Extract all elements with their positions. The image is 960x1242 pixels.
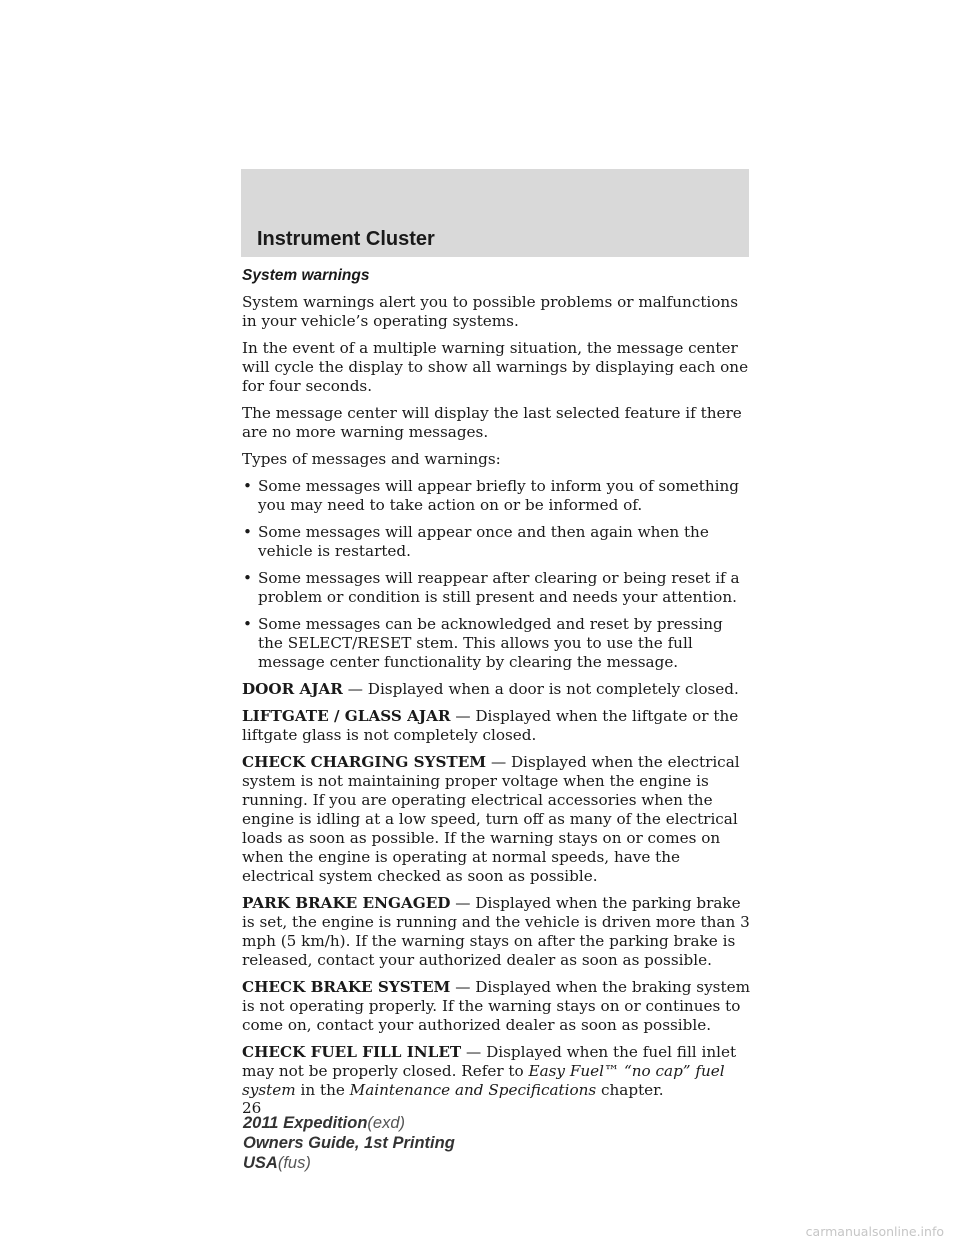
- section-title: System warnings: [242, 267, 370, 284]
- footer-model: 2011 Expedition: [243, 1114, 368, 1132]
- cross-reference: Easy Fuel™ “no cap” fuel system: [242, 1062, 725, 1099]
- warning-term: LIFTGATE / GLASS AJAR: [242, 707, 451, 725]
- warning-park-brake: [242, 894, 752, 970]
- list-item: • Some messages will appear briefly to inform you of something you may need to take action on or be informed of.: [242, 477, 752, 515]
- warning-description: — Displayed when the braking system is not operating properly. If the warning stays on or continues to come on, contact your authorized dealer as soon as possible.: [242, 978, 750, 1034]
- page-content: [242, 266, 752, 1118]
- warning-check-charging: [242, 753, 752, 886]
- footer-line: [243, 1153, 455, 1173]
- warning-check-brake: [242, 978, 752, 1035]
- list-item: • Some messages can be acknowledged and reset by pressing the SELECT/RESET stem. This allows you to use the full message center functionality by clearing the message.: [242, 615, 752, 672]
- intro-paragraph: System warnings alert you to possible problems or malfunctions in your vehicle’s operating systems.: [242, 293, 739, 330]
- warning-term: PARK BRAKE ENGAGED: [242, 894, 451, 912]
- cross-reference: Maintenance and Specifications: [349, 1081, 597, 1099]
- warning-term: CHECK FUEL FILL INLET: [242, 1043, 462, 1061]
- intro-paragraph: Types of messages and warnings:: [242, 450, 501, 468]
- warning-term: CHECK BRAKE SYSTEM: [242, 978, 451, 996]
- site-watermark: carmanualsonline.info: [805, 1224, 944, 1239]
- message-types-list: [242, 477, 752, 672]
- document-footer: [243, 1113, 455, 1173]
- chapter-header-band: [241, 169, 749, 257]
- intro-paragraph: In the event of a multiple warning situation, the message center will cycle the display to show all warnings by displaying each one for four seconds.: [242, 339, 749, 395]
- footer-printing: Owners Guide, 1st Printing: [243, 1134, 455, 1152]
- warning-liftgate-ajar: [242, 707, 752, 745]
- footer-code: (fus): [277, 1154, 311, 1172]
- warning-description: — Displayed when the parking brake is set, the engine is running and the vehicle is driven more than 3 mph (5 km/h). If the warning stays on after the parking brake is released, contact your authorized dealer as soon as possible.: [242, 894, 750, 969]
- warning-term: DOOR AJAR: [242, 680, 343, 698]
- warning-description: — Displayed when the electrical system is not maintaining proper voltage when the engine is running. If you are operating electrical accessories when the engine is idling at a low speed, turn off as many of the electrical loads as soon as possible. If the warning stays on or comes on when the engine is operating at normal speeds, have the electrical system checked as soon as possible.: [242, 753, 740, 885]
- warning-description: — Displayed when the liftgate or the liftgate glass is not completely closed.: [242, 707, 739, 744]
- warning-fuel-inlet: [242, 1043, 752, 1100]
- warning-description: — Displayed when the fuel fill inlet may not be properly closed. Refer to: [242, 1043, 737, 1080]
- list-item: • Some messages will reappear after clearing or being reset if a problem or condition is still present and needs your attention.: [242, 569, 752, 607]
- warning-description: in the: [295, 1081, 350, 1099]
- warning-door-ajar: [242, 680, 752, 699]
- footer-line: [243, 1113, 455, 1133]
- warning-description: — Displayed when a door is not completely closed.: [342, 680, 739, 698]
- list-item: • Some messages will appear once and then again when the vehicle is restarted.: [242, 523, 752, 561]
- chapter-title: Instrument Cluster: [257, 228, 435, 250]
- warning-term: CHECK CHARGING SYSTEM: [242, 753, 487, 771]
- intro-paragraph: The message center will display the last selected feature if there are no more warning messages.: [242, 404, 742, 441]
- footer-market: USA: [243, 1154, 278, 1172]
- page-number: 26: [242, 1099, 262, 1117]
- footer-code: (exd): [367, 1114, 405, 1132]
- warning-description: chapter.: [596, 1081, 664, 1099]
